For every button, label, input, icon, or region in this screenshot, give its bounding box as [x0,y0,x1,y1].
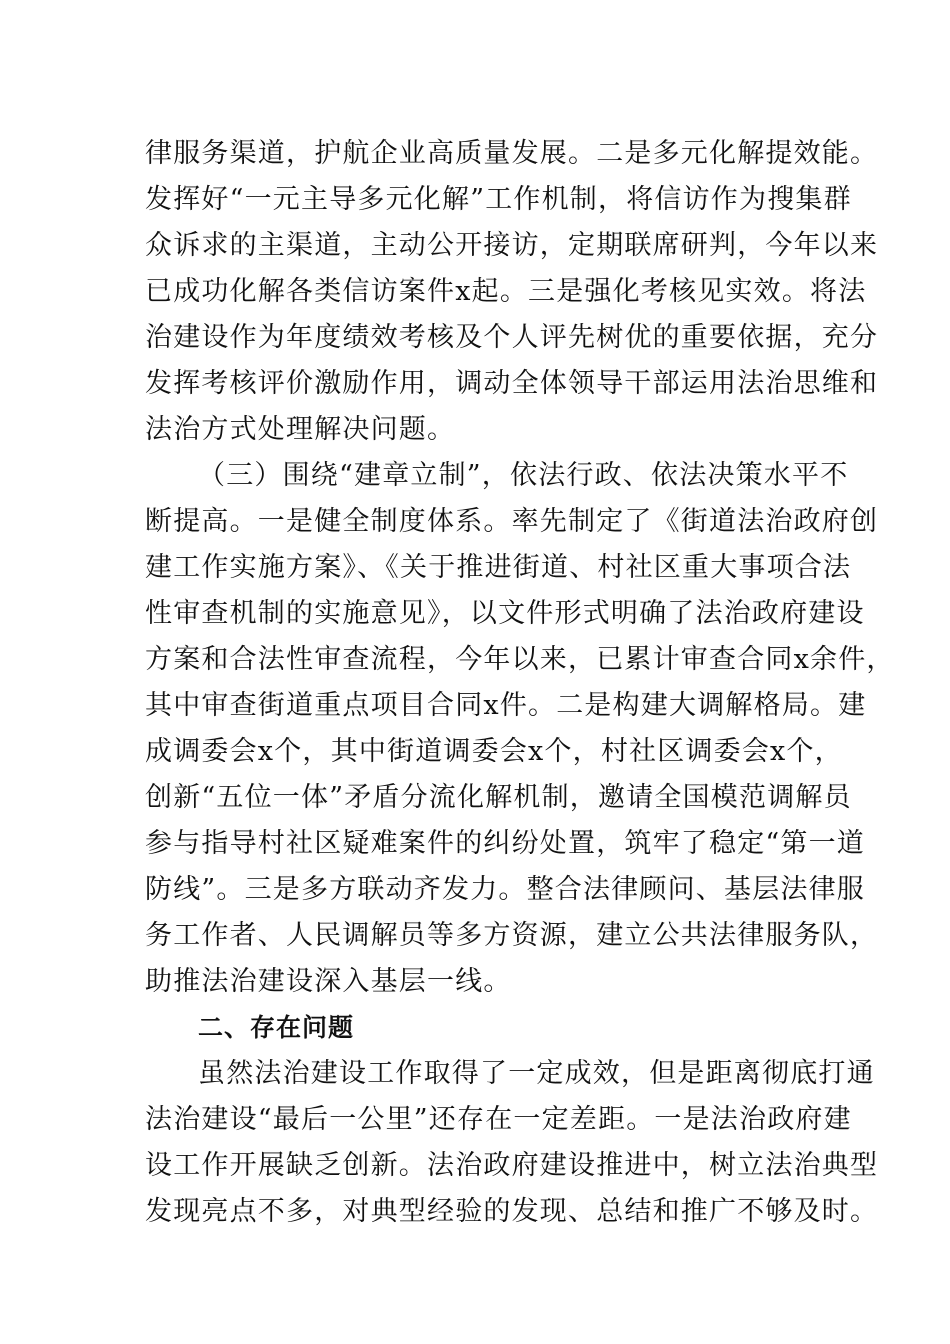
body-text-line: 方案和合法性审查流程，今年以来，已累计审查合同x余件， [145,644,895,675]
body-text-line: 创新“五位一体”矛盾分流化解机制，邀请全国模范调解员 [145,782,852,813]
body-text-line: 众诉求的主渠道，主动公开接访，定期联席研判，今年以来 [145,230,879,261]
body-text-line: 虽然法治建设工作取得了一定成效，但是距离彻底打通 [198,1058,875,1089]
body-text-line: 设工作开展缺乏创新。法治政府建设推进中，树立法治典型 [145,1150,879,1181]
body-text-line: 法治方式处理解决问题。 [145,414,456,445]
body-text-line: 助推法治建设深入基层一线。 [145,966,512,997]
section-heading: 二、存在问题 [198,1013,355,1042]
body-text-line: 建工作实施方案》、《关于推进街道、村社区重大事项合法 [145,552,852,583]
body-text-line: 防线”。三是多方联动齐发力。整合法律顾问、基层法律服 [145,874,866,905]
body-text-line: 治建设作为年度绩效考核及个人评先树优的重要依据，充分 [145,322,879,353]
body-text-line: 法治建设“最后一公里”还存在一定差距。一是法治政府建 [145,1104,852,1135]
body-text-line: 发挥考核评价激励作用，调动全体领导干部运用法治思维和 [145,368,879,399]
section-subheading-line: （三）围绕“建章立制”，依法行政、依法决策水平不 [198,460,849,491]
body-text-line: 发挥好“一元主导多元化解”工作机制，将信访作为搜集群 [145,184,852,215]
body-text-line: 参与指导村社区疑难案件的纠纷处置，筑牢了稳定“第一道 [145,828,866,859]
body-text-line: 发现亮点不多，对典型经验的发现、总结和推广不够及时。 [145,1196,879,1227]
body-text-line: 律服务渠道，护航企业高质量发展。二是多元化解提效能。 [145,138,879,169]
body-text-line: 已成功化解各类信访案件x起。三是强化考核见实效。将法 [145,276,867,307]
body-text-line: 断提高。一是健全制度体系。率先制定了《街道法治政府创 [145,506,879,537]
body-text-line: 成调委会x个，其中街道调委会x个，村社区调委会x个， [145,736,843,767]
body-text-line: 性审查机制的实施意见》，以文件形式明确了法治政府建设 [145,598,865,629]
body-text-line: 务工作者、人民调解员等多方资源，建立公共法律服务队， [145,920,879,951]
body-text-line: 其中审查街道重点项目合同x件。二是构建大调解格局。建 [145,690,867,721]
